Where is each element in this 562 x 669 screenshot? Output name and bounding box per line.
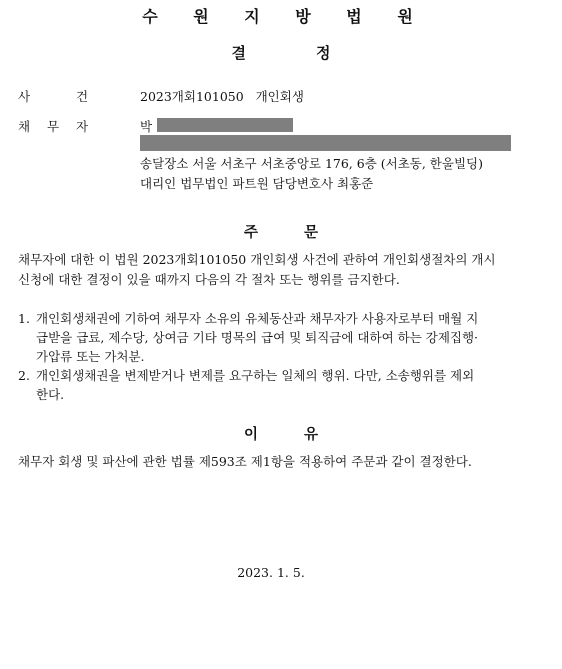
- case-type: 개인회생: [255, 89, 304, 104]
- document-type-title: [0, 42, 562, 63]
- decision-date: 2023. 1. 5.: [237, 565, 305, 580]
- redacted-debtor-address: [140, 135, 511, 151]
- case-number: 2023개회101050: [140, 89, 244, 104]
- order-intro-line: 채무자에 대한 이 법원 2023개회101050 개인회생 사건에 관하여 개인회생절차의 개시: [18, 252, 496, 267]
- service-address: 송달장소 서울 서초구 서초중앙로 176, 6층 (서초동, 한울빌딩): [140, 156, 483, 171]
- order-item-number: 2.: [18, 368, 30, 383]
- order-section-title: [0, 221, 562, 242]
- case-label-char: 건: [76, 89, 89, 104]
- order-title-char-right: 문: [304, 225, 319, 241]
- legal-representative: 대리인 법무법인 파트원 담당변호사 최홍준: [140, 176, 374, 191]
- order-intro-paragraph: [18, 250, 496, 290]
- order-item-line: 가압류 또는 가처분.: [36, 349, 145, 364]
- reason-title-char-left: 이: [243, 427, 258, 443]
- order-intro-line: 신청에 대한 결정이 있을 때까지 다음의 각 절차 또는 행위를 금지한다.: [18, 272, 400, 287]
- order-item-number: 1.: [18, 311, 30, 326]
- case-value: [140, 87, 304, 105]
- order-item-line: 급받을 급료, 제수당, 상여금 기타 명목의 급여 및 퇴직금에 대하여 하는 강제집행·: [36, 330, 479, 345]
- case-label: [18, 87, 105, 105]
- reason-section-title: [0, 423, 562, 444]
- redacted-debtor-name: [157, 118, 293, 132]
- order-title-char-left: 주: [243, 225, 258, 241]
- debtor-label-char: 채: [18, 119, 31, 134]
- reason-title-char-right: 유: [304, 427, 319, 443]
- debtor-label-char: 무: [47, 119, 60, 134]
- document-type-char-right: 정: [316, 44, 331, 62]
- court-name: 수 원 지 방 법 원: [142, 7, 428, 26]
- order-item-line: 한다.: [36, 387, 65, 402]
- reason-paragraph: 채무자 회생 및 파산에 관한 법률 제593조 제1항을 적용하여 주문과 같이 결정한다.: [18, 454, 472, 469]
- case-label-char: 사: [18, 89, 31, 104]
- order-item-line: 개인회생채권에 기하여 채무자 소유의 유체동산과 채무자가 사용자로부터 매월 지: [36, 311, 479, 326]
- debtor-label-char: 자: [76, 119, 89, 134]
- debtor-name-prefix: 박: [140, 119, 153, 134]
- document-type-char-left: 결: [231, 44, 246, 62]
- order-item-line: 개인회생채권을 변제받거나 변제를 요구하는 일체의 행위. 다만, 소송행위를 제외: [36, 368, 475, 383]
- debtor-label: [18, 117, 105, 135]
